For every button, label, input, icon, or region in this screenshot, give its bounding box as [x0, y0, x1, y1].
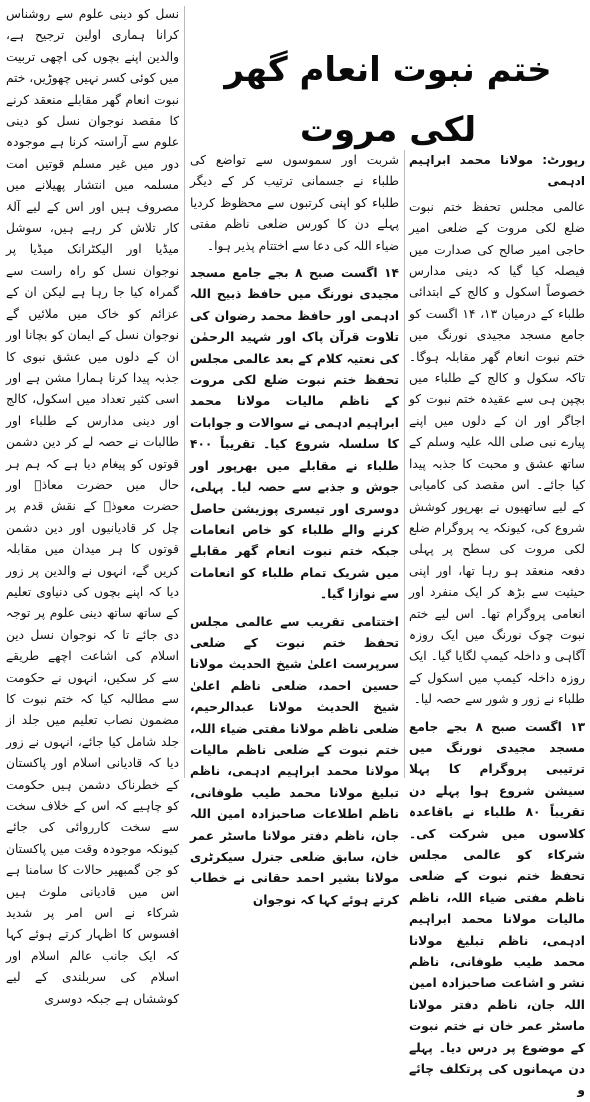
- column-divider: [404, 150, 405, 778]
- column-divider: [184, 6, 185, 778]
- article-column-right: [409, 150, 586, 1098]
- article-headline: ختم نبوت انعام گھر لکی مروت: [224, 50, 552, 150]
- article-column-middle: [190, 150, 399, 907]
- article-byline: رپورٹ: مولانا محمد ابراہیم ادہمی: [409, 153, 585, 189]
- paragraph: شربت اور سموسوں سے تواضع کی طلباء نے جسمانی ترتیب کر کے دیگر طلباء کو اپنی کرتبوں سے محظوظ کردیا پہلے دن کا کورس ضلعی ناظم مفتی ضیاء اللہ کی دعا سے اختتام پذیر ہوا۔: [190, 153, 399, 253]
- paragraph: اختتامی تقریب سے عالمی مجلس تحفظ ختم نبوت کے ضلعی سرپرست اعلیٰ شیخ الحدیث مولانا حسین احمد، ضلعی ناظم اعلیٰ شیخ الحدیث مولانا عبدالرحیم، ضلعی ناظم مولانا مفتی ضیاء اللہ، ختم نبوت کے ضلعی ناظم مالیات مولانا محمد ابراہیم ادہمی، ناظم تبلیغ مولانا محمد طیب طوفانی، ناظم اطلاعات صاحبزادہ امین اللہ جان، ناظم دفتر مولانا ماسٹر عمر خان، سابق ضلعی جنرل سیکرٹری مولانا بشیر احمد حقانی نے خطاب کرتے ہوئے کہا کہ نوجوان: [190, 614, 399, 907]
- paragraph: ۱۳ اگست صبح ۸ بجے جامع مسجد مجیدی نورنگ میں ترتیبی پروگرام کا پہلا سیشن شروع ہوا پہلے دن تقریباً ۸۰ طلباء نے باقاعدہ کلاسوں میں شرکت کی۔ شرکاء کو عالمی مجلس تحفظ ختم نبوت کے ضلعی ناظم مفتی ضیاء اللہ، ناظم مالیات مولانا محمد ابراہیم ادہمی، ناظم تبلیغ مولانا محمد طیب طوفانی، ناظم نشر و اشاعت صاحبزادہ امین اللہ جان، ناظم دفتر مولانا ماسٹر عمر خان نے ختم نبوت کے موضوع پر درس دیا۔ پہلے دن مہمانوں کی پرتکلف چائے و: [409, 719, 586, 1098]
- paragraph: ۱۴ اگست صبح ۸ بجے جامع مسجد مجیدی نورنگ میں حافظ ذبیح اللہ ادہمی اور حافظ محمد رضوان کی تلاوت قرآن پاک اور شہید الرحمٰن کی نعتیہ کلام کے بعد عالمی مجلس تحفظ ختم نبوت ضلع لکی مروت کے ناظم مالیات مولانا محمد ابراہیم ادہمی نے سوالات و جوابات کا سلسلہ شروع کیا۔ تقریباً ۴۰۰ طلباء نے مقابلے میں بھرپور اور جوش و جذبے سے حصہ لیا۔ پہلی، دوسری اور تیسری پوزیشن حاصل کرنے والے طلباء کو خاص انعامات جبکہ ختم نبوت انعام گھر مقابلے میں شریک تمام طلباء کو انعامات سے نوازا گیا۔: [190, 266, 399, 602]
- paragraph: عالمی مجلس تحفظ ختم نبوت ضلع لکی مروت کے ضلعی امیر حاجی امیر صالح کی صدارت میں فیصلہ کیا گیا کہ دینی مدارس خصوصاً اسکول و کالج کے ابتدائی طلباء کے درمیان ۱۳، ۱۴ اگست کو جامع مسجد مجیدی نورنگ میں ختم نبوت انعام گھر مقابلہ ہوگا۔ تاکہ سکول و کالج کے طلباء میں بچپن ہی سے عقیدہ ختم نبوت کو اجاگر اور ان کے دلوں میں اپنے پیارے نبی صلی اللہ علیہ وسلم کے ساتھ عشق و محبت کا جذبہ پیدا کیا جائے۔ اس مقصد کی کامیابی کے لیے ساتھیوں نے بھرپور کوشش شروع کی، کیونکہ یہ پروگرام ضلع لکی مروت کی سطح پر پہلی دفعہ منعقد ہو رہا تھا، اور اپنی حیثیت سے بڑھ کر ایک منفرد اور انعامی پروگرام تھا۔ اس لیے ختم نبوت چوک نورنگ میں ایک روزہ آگاہی و داخلہ کیمپ لگایا گیا۔ ایک روزہ داخلہ کیمپ میں اسکول کے طلباء نے زور و شور سے حصہ لیا۔: [409, 199, 586, 707]
- article-column-left: [6, 4, 179, 1006]
- paragraph: نسل کو دینی علوم سے روشناس کرانا ہماری اولین ترجیح ہے، والدین اپنے بچوں کی اچھی تربیت میں کوئی کسر نہیں چھوڑیں، ختم نبوت انعام گھر مقابلے منعقد کرنے کا مقصد نوجوان نسل کو دینی علوم سے آراستہ کرنا ہے موجودہ دور میں غیر مسلم قوتیں امت مسلمہ میں انتشار پھیلانے میں مصروف ہیں اور اس کے لیے آلۂ کار تلاش کر رہے ہیں، سوشل میڈیا اور الیکٹرانک میڈیا پر نوجوان نسل کو راہ راست سے گمراہ کیا جا رہا ہے لیکن ان کے عزائم کو خاک میں ملائیں گے نوجوان نسل کے ایمان کو بچانا اور ان کے دلوں میں عشق نبوی کا جذبہ پیدا کرنا ہمارا مشن ہے اور اسی کثیر تعداد میں اسکول، کالج اور دینی مدارس کے طلباء اور طالبات نے حصہ لے کر دین دشمن قوتوں کو پیغام دیا ہے کہ ہم ہر حال میں حضرت معاذؓ اور حضرت معوذؓ کے نقش قدم پر چل کر قادیانیوں اور دین دشمن قوتوں کا ہر میدان میں مقابلہ کریں گے، انہوں نے والدین پر زور دیا کہ اپنے بچوں کی دنیاوی تعلیم کے ساتھ ساتھ دینی علوم پر توجہ دی جائے تا کہ نوجوان نسل دین اسلام کی اشاعت اچھے طریقے سے کر سکیں، انہوں نے حکومت سے مطالبہ کیا کہ ختم نبوت کا مضمون نصاب تعلیم میں جلد از جلد شامل کیا جائے، انہوں نے زور دیا کہ قادیانی اسلام اور پاکستان کے خطرناک دشمن ہیں حکومت کو چاہیے کہ اس کے خلاف سخت سے سخت کارروائی کی جائے کیونکہ موجودہ وقت میں پاکستان کو جن گمبھیر حالات کا سامنا ہے اس میں قادیانی ملوث ہیں شرکاء نے اس امر پر شدید افسوس کا اظہار کرتے ہوئے کہا کہ ایک جانب عالم اسلام اور اسلام کی سربلندی کے لیے کوششاں ہے جبکہ دوسری: [6, 7, 179, 1006]
